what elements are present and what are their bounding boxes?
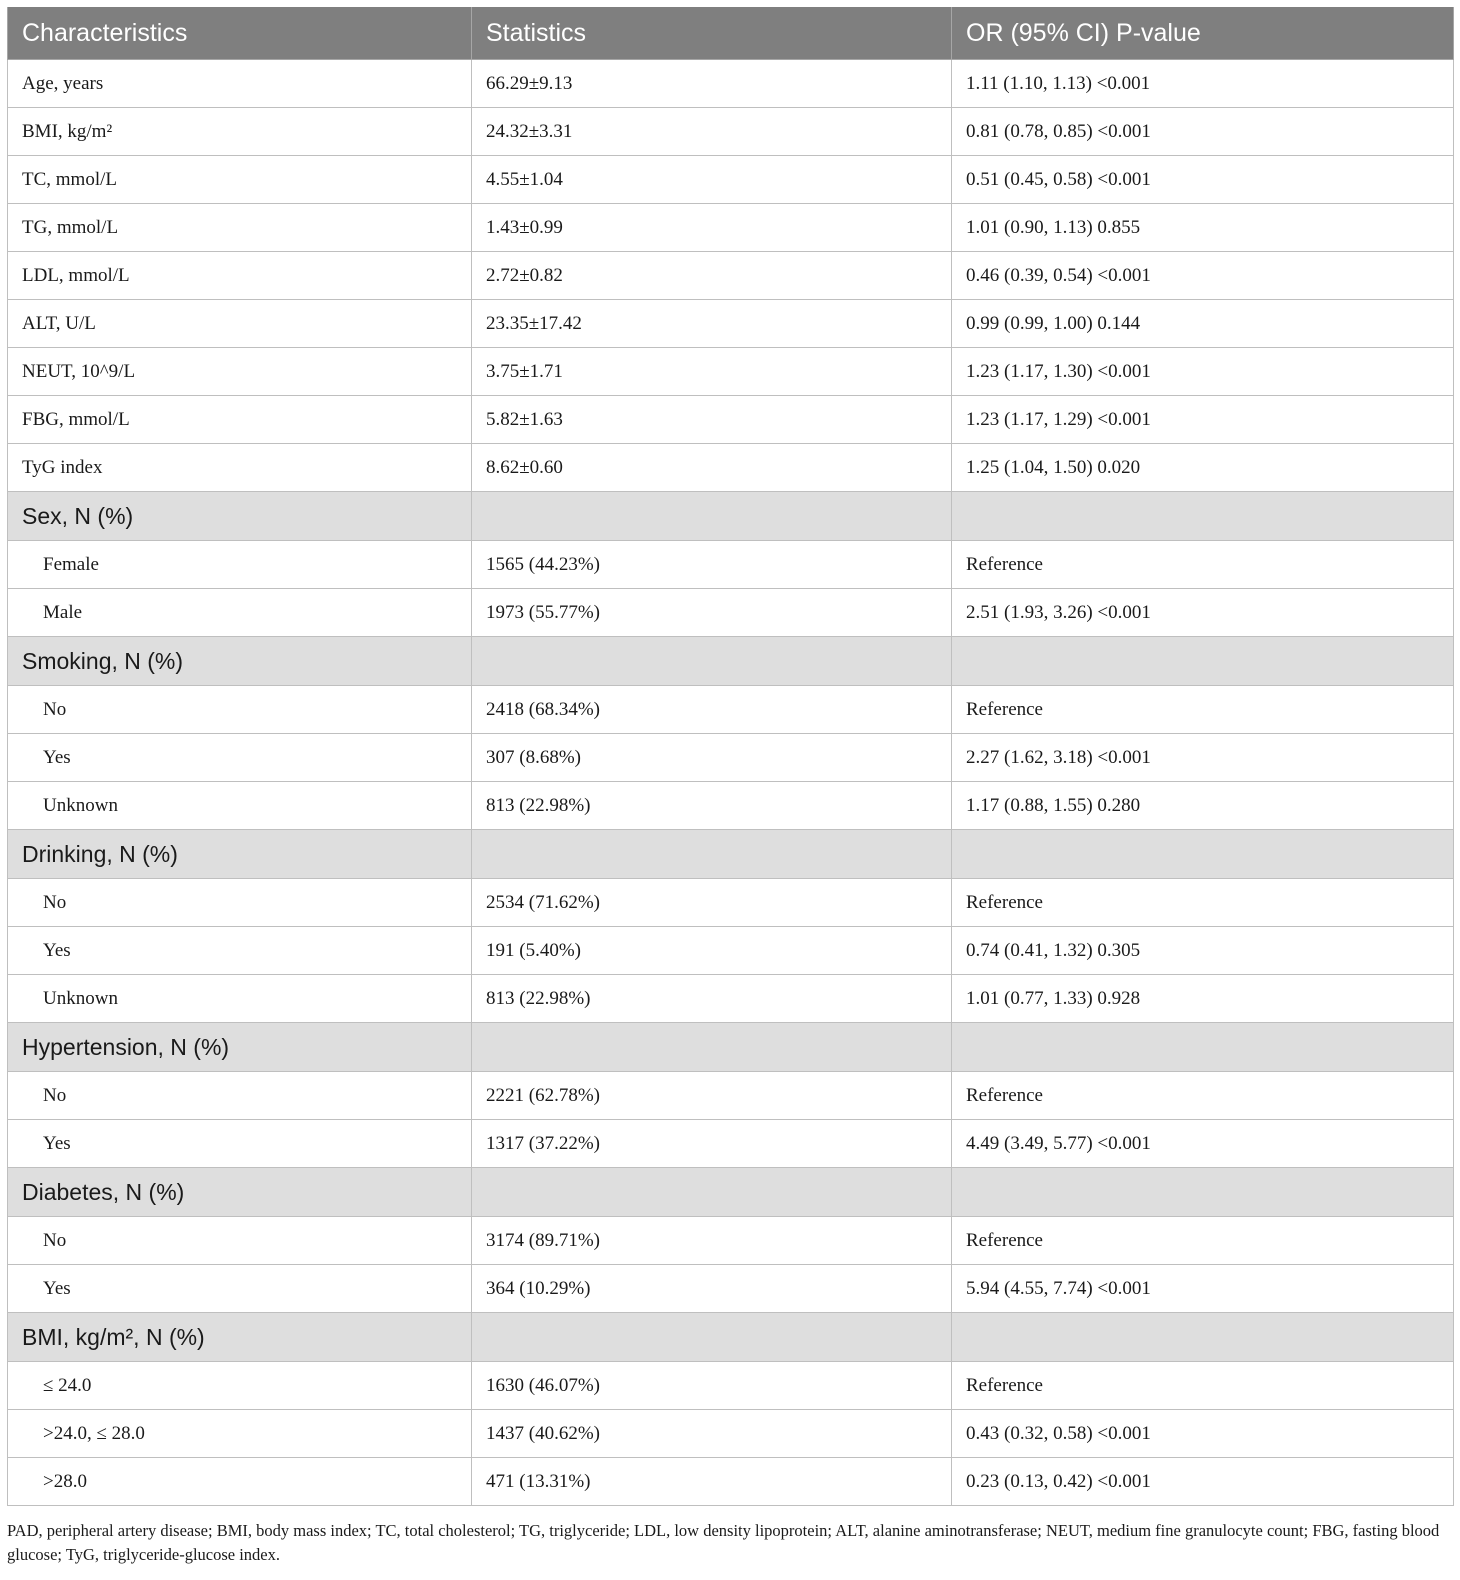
or-ci-p-value-cell: 0.23 (0.13, 0.42) <0.001 <box>952 1458 1454 1506</box>
statistics-cell: 5.82±1.63 <box>472 396 952 444</box>
characteristic-cell: Unknown <box>8 782 472 830</box>
statistics-cell: 191 (5.40%) <box>472 927 952 975</box>
statistics-cell: 364 (10.29%) <box>472 1265 952 1313</box>
characteristic-cell: Diabetes, N (%) <box>8 1168 472 1217</box>
or-ci-p-value-cell: 0.74 (0.41, 1.32) 0.305 <box>952 927 1454 975</box>
statistics-cell: 2.72±0.82 <box>472 252 952 300</box>
table-row <box>8 444 1454 492</box>
or-ci-p-value-cell: 1.11 (1.10, 1.13) <0.001 <box>952 60 1454 108</box>
table-group-row <box>8 1313 1454 1362</box>
characteristic-cell: Yes <box>8 1120 472 1168</box>
table-row <box>8 1072 1454 1120</box>
or-ci-p-value-cell: Reference <box>952 541 1454 589</box>
characteristic-cell: >28.0 <box>8 1458 472 1506</box>
statistics-cell: 813 (22.98%) <box>472 975 952 1023</box>
or-ci-p-value-cell <box>952 1313 1454 1362</box>
or-ci-p-value-cell: 5.94 (4.55, 7.74) <0.001 <box>952 1265 1454 1313</box>
characteristic-cell: Yes <box>8 1265 472 1313</box>
statistics-cell: 24.32±3.31 <box>472 108 952 156</box>
characteristic-cell: No <box>8 1072 472 1120</box>
characteristic-cell: Yes <box>8 927 472 975</box>
characteristic-cell: TG, mmol/L <box>8 204 472 252</box>
table-row <box>8 1458 1454 1506</box>
table-body <box>8 60 1454 1506</box>
or-ci-p-value-cell: 2.27 (1.62, 3.18) <0.001 <box>952 734 1454 782</box>
statistics-cell: 3.75±1.71 <box>472 348 952 396</box>
statistics-cell <box>472 830 952 879</box>
characteristic-cell: No <box>8 1217 472 1265</box>
or-ci-p-value-cell: 0.46 (0.39, 0.54) <0.001 <box>952 252 1454 300</box>
statistics-cell: 813 (22.98%) <box>472 782 952 830</box>
or-ci-p-value-cell: Reference <box>952 686 1454 734</box>
characteristic-cell: FBG, mmol/L <box>8 396 472 444</box>
characteristic-cell: ≤ 24.0 <box>8 1362 472 1410</box>
table-group-row <box>8 1023 1454 1072</box>
table-row <box>8 396 1454 444</box>
characteristic-cell: Female <box>8 541 472 589</box>
or-ci-p-value-cell: Reference <box>952 1362 1454 1410</box>
statistics-cell <box>472 492 952 541</box>
table-row <box>8 589 1454 637</box>
table-row <box>8 1265 1454 1313</box>
table-row <box>8 1362 1454 1410</box>
statistics-cell <box>472 637 952 686</box>
characteristic-cell: BMI, kg/m² <box>8 108 472 156</box>
statistics-cell: 2418 (68.34%) <box>472 686 952 734</box>
characteristic-cell: Age, years <box>8 60 472 108</box>
characteristic-cell: Drinking, N (%) <box>8 830 472 879</box>
table-group-row <box>8 492 1454 541</box>
or-ci-p-value-cell: 4.49 (3.49, 5.77) <0.001 <box>952 1120 1454 1168</box>
or-ci-p-value-cell: 0.43 (0.32, 0.58) <0.001 <box>952 1410 1454 1458</box>
column-header-or-ci-p-value: OR (95% CI) P-value <box>952 7 1454 60</box>
table-row <box>8 879 1454 927</box>
statistics-cell: 1.43±0.99 <box>472 204 952 252</box>
table-row <box>8 927 1454 975</box>
characteristic-cell: Unknown <box>8 975 472 1023</box>
or-ci-p-value-cell: 0.81 (0.78, 0.85) <0.001 <box>952 108 1454 156</box>
table-row <box>8 686 1454 734</box>
statistics-cell: 1630 (46.07%) <box>472 1362 952 1410</box>
table-footnote: PAD, peripheral artery disease; BMI, body mass index; TC, total cholesterol; TG, triglyceride; LDL, low density lipoprotein; ALT, alanine aminotransferase; NEUT, medium fine granulocyte count; FBG, fasting blood glucose; TyG, triglyceride-glucose index. <box>7 1521 1440 1564</box>
characteristic-cell: Male <box>8 589 472 637</box>
or-ci-p-value-cell: 1.23 (1.17, 1.30) <0.001 <box>952 348 1454 396</box>
characteristic-cell: Smoking, N (%) <box>8 637 472 686</box>
statistics-cell: 23.35±17.42 <box>472 300 952 348</box>
or-ci-p-value-cell: Reference <box>952 1072 1454 1120</box>
statistics-cell: 471 (13.31%) <box>472 1458 952 1506</box>
table-group-row <box>8 830 1454 879</box>
statistics-cell: 2221 (62.78%) <box>472 1072 952 1120</box>
or-ci-p-value-cell <box>952 637 1454 686</box>
table-group-row <box>8 1168 1454 1217</box>
statistics-cell: 1565 (44.23%) <box>472 541 952 589</box>
or-ci-p-value-cell: 1.01 (0.90, 1.13) 0.855 <box>952 204 1454 252</box>
characteristic-cell: LDL, mmol/L <box>8 252 472 300</box>
characteristic-cell: Sex, N (%) <box>8 492 472 541</box>
or-ci-p-value-cell: 0.99 (0.99, 1.00) 0.144 <box>952 300 1454 348</box>
characteristic-cell: Yes <box>8 734 472 782</box>
table-row <box>8 156 1454 204</box>
table-row <box>8 252 1454 300</box>
table-row <box>8 348 1454 396</box>
characteristics-table <box>7 7 1454 1506</box>
table-row <box>8 60 1454 108</box>
table-group-row <box>8 637 1454 686</box>
or-ci-p-value-cell <box>952 830 1454 879</box>
table-row <box>8 300 1454 348</box>
table-header-row <box>8 7 1454 60</box>
statistics-cell <box>472 1168 952 1217</box>
or-ci-p-value-cell <box>952 1023 1454 1072</box>
or-ci-p-value-cell: 1.23 (1.17, 1.29) <0.001 <box>952 396 1454 444</box>
or-ci-p-value-cell: 1.17 (0.88, 1.55) 0.280 <box>952 782 1454 830</box>
column-header-statistics: Statistics <box>472 7 952 60</box>
characteristic-cell: No <box>8 879 472 927</box>
characteristic-cell: BMI, kg/m², N (%) <box>8 1313 472 1362</box>
or-ci-p-value-cell: Reference <box>952 1217 1454 1265</box>
statistics-cell: 1437 (40.62%) <box>472 1410 952 1458</box>
or-ci-p-value-cell: 2.51 (1.93, 3.26) <0.001 <box>952 589 1454 637</box>
table-row <box>8 541 1454 589</box>
characteristic-cell: TC, mmol/L <box>8 156 472 204</box>
statistics-cell: 1317 (37.22%) <box>472 1120 952 1168</box>
table-row <box>8 975 1454 1023</box>
table-row <box>8 734 1454 782</box>
table-row <box>8 204 1454 252</box>
or-ci-p-value-cell <box>952 492 1454 541</box>
table-row <box>8 108 1454 156</box>
statistics-cell <box>472 1313 952 1362</box>
characteristic-cell: No <box>8 686 472 734</box>
column-header-characteristics: Characteristics <box>8 7 472 60</box>
statistics-cell: 4.55±1.04 <box>472 156 952 204</box>
table-row <box>8 1217 1454 1265</box>
characteristic-cell: Hypertension, N (%) <box>8 1023 472 1072</box>
statistics-cell: 3174 (89.71%) <box>472 1217 952 1265</box>
statistics-cell <box>472 1023 952 1072</box>
or-ci-p-value-cell: Reference <box>952 879 1454 927</box>
statistics-cell: 1973 (55.77%) <box>472 589 952 637</box>
characteristic-cell: ALT, U/L <box>8 300 472 348</box>
data-table-container <box>7 7 1453 1506</box>
characteristic-cell: TyG index <box>8 444 472 492</box>
statistics-cell: 2534 (71.62%) <box>472 879 952 927</box>
or-ci-p-value-cell: 0.51 (0.45, 0.58) <0.001 <box>952 156 1454 204</box>
statistics-cell: 307 (8.68%) <box>472 734 952 782</box>
characteristic-cell: NEUT, 10^9/L <box>8 348 472 396</box>
or-ci-p-value-cell <box>952 1168 1454 1217</box>
characteristic-cell: >24.0, ≤ 28.0 <box>8 1410 472 1458</box>
table-row <box>8 1120 1454 1168</box>
statistics-cell: 8.62±0.60 <box>472 444 952 492</box>
or-ci-p-value-cell: 1.25 (1.04, 1.50) 0.020 <box>952 444 1454 492</box>
or-ci-p-value-cell: 1.01 (0.77, 1.33) 0.928 <box>952 975 1454 1023</box>
table-row <box>8 1410 1454 1458</box>
statistics-cell: 66.29±9.13 <box>472 60 952 108</box>
table-row <box>8 782 1454 830</box>
